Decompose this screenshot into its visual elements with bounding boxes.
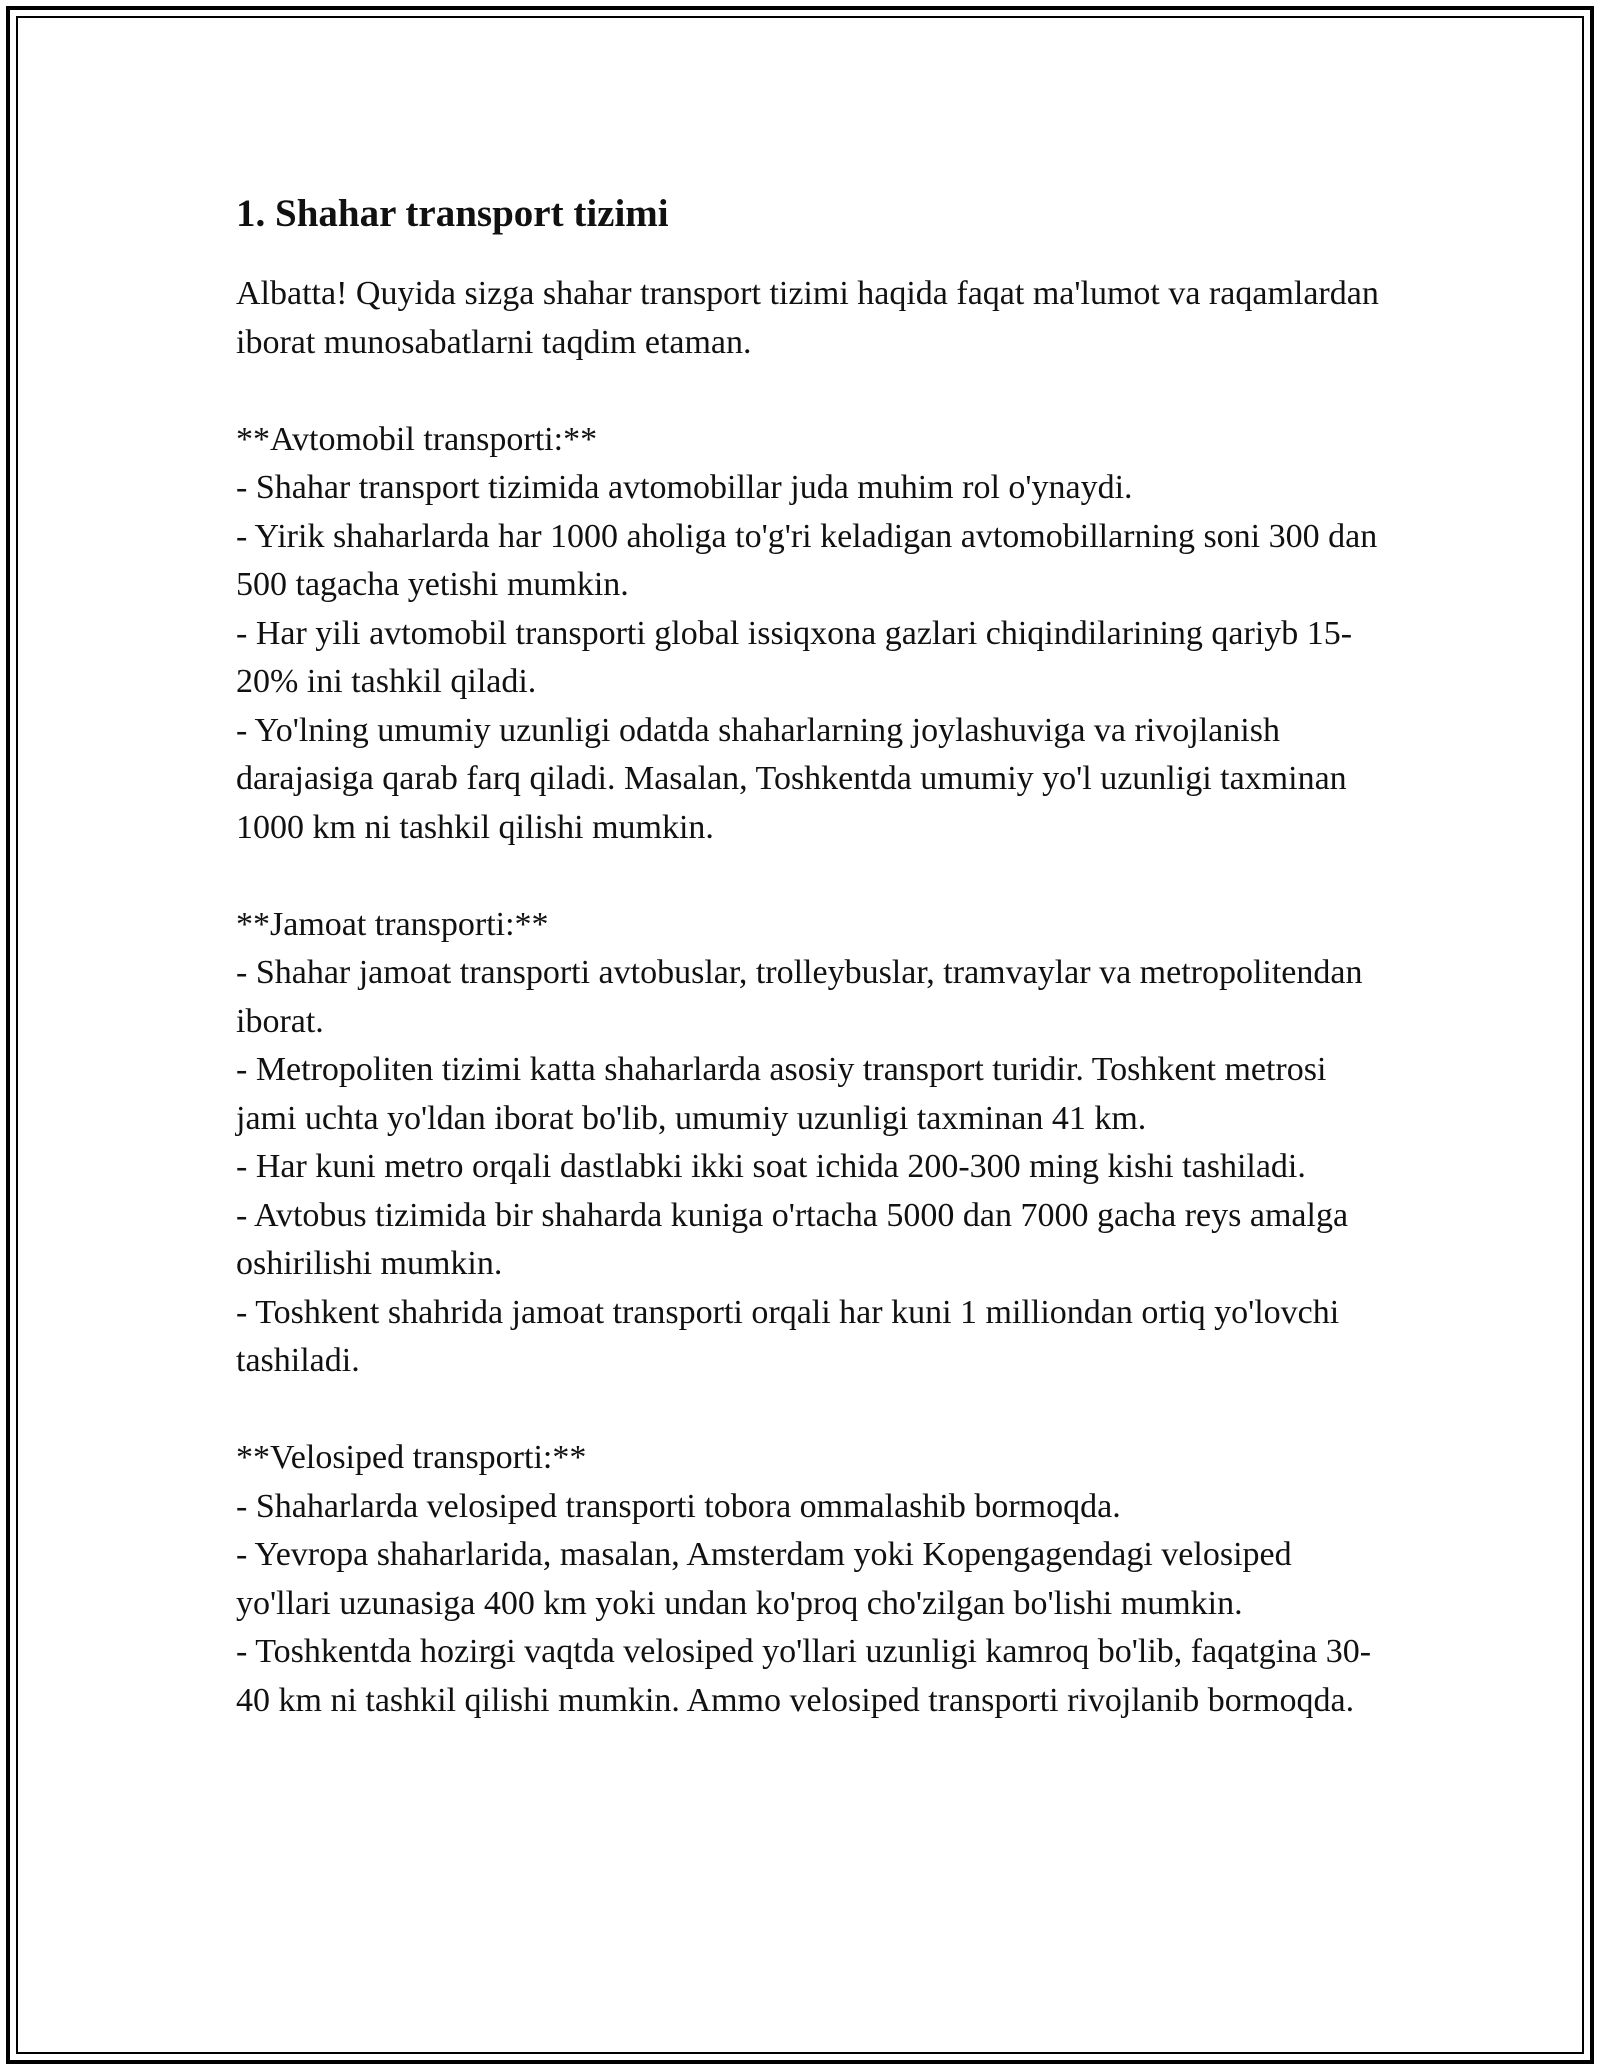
document-body [236, 186, 1386, 1725]
list-item: - Toshkent shahrida jamoat transporti orqali har kuni 1 milliondan ortiq yo'lovchi tashiladi. [236, 1293, 1340, 1379]
section-jamoat [236, 901, 1386, 1386]
list-item: - Har yili avtomobil transporti global issiqxona gazlari chiqindilarining qariyb 15-20% ini tashkil qiladi. [236, 614, 1353, 700]
section-velosiped [236, 1434, 1386, 1725]
section-heading: **Velosiped transporti:** [236, 1439, 587, 1476]
list-item: - Shaharlarda velosiped transporti tobora ommalashib bormoqda. [236, 1487, 1121, 1525]
section-heading: **Jamoat transporti:** [236, 905, 549, 943]
intro-paragraph: Albatta! Quyida sizga shahar transport tizimi haqida faqat ma'lumot va raqamlardan iborat munosabatlarni taqdim etaman. [236, 275, 1379, 361]
section-avtomobil [236, 416, 1386, 853]
list-item: - Har kuni metro orqali dastlabki ikki soat ichida 200-300 ming kishi tashiladi. [236, 1148, 1306, 1185]
list-item: - Yo'lning umumiy uzunligi odatda shaharlarning joylashuviga va rivojlanish darajasiga qarab farq qiladi. Masalan, Toshkentda umumiy yo'l uzunligi taxminan 1000 km ni tashkil qilishi mumkin. [236, 711, 1347, 846]
section-heading: **Avtomobil transporti:** [236, 420, 598, 458]
list-item: - Yirik shaharlarda har 1000 aholiga to'g'ri keladigan avtomobillarning soni 300 dan 500 tagacha yetishi mumkin. [236, 517, 1378, 603]
list-item: - Toshkentda hozirgi vaqtda velosiped yo'llari uzunligi kamroq bo'lib, faqatgina 30-40 km ni tashkil qilishi mumkin. Ammo velosiped transporti rivojlanib bormoqda. [236, 1633, 1372, 1719]
list-item: - Shahar jamoat transporti avtobuslar, trolleybuslar, tramvaylar va metropolitendan iborat. [236, 954, 1363, 1040]
list-item: - Metropoliten tizimi katta shaharlarda asosiy transport turidir. Toshkent metrosi jami uchta yo'ldan iborat bo'lib, umumiy uzunligi taxminan 41 km. [236, 1051, 1327, 1137]
list-item: - Shahar transport tizimida avtomobillar juda muhim rol o'ynaydi. [236, 469, 1133, 506]
page-title: 1. Shahar transport tizimi [236, 192, 669, 235]
list-item: - Avtobus tizimida bir shaharda kuniga o'rtacha 5000 dan 7000 gacha reys amalga oshirilishi mumkin. [236, 1196, 1349, 1282]
list-item: - Yevropa shaharlarida, masalan, Amsterdam yoki Kopengagendagi velosiped yo'llari uzunasiga 400 km yoki undan ko'proq cho'zilgan bo'lishi mumkin. [236, 1536, 1292, 1622]
